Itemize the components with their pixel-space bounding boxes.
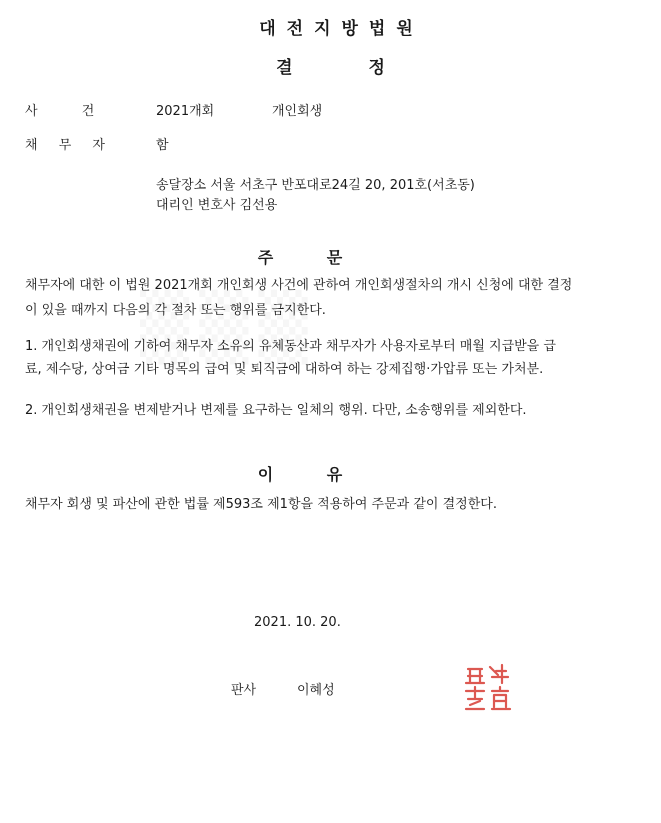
judge-label: 판사 (231, 683, 257, 698)
case-type: 개인회생 (272, 104, 323, 119)
order-item-2 (25, 399, 565, 422)
case-label: 사 건 (25, 104, 95, 119)
debtor-name: 함 (156, 138, 169, 153)
debtor-label: 채 무 자 (25, 138, 105, 153)
order-item-1 (25, 335, 565, 381)
decision-date: 2021. 10. 20. (254, 615, 341, 630)
reason-text: 채무자 회생 및 파산에 관한 법률 제593조 제1항을 적용하여 주문과 같이 결정한다. (25, 497, 497, 512)
court-name: 대전지방법원 (259, 19, 424, 39)
judge-seal-icon (458, 657, 518, 717)
service-address: 송달장소 서울 서초구 반포대로24길 20, 201호(서초동) (156, 178, 475, 193)
order-item-text: 1. 개인회생채권에 기하여 채무자 소유의 유체동산과 채무자가 사용자로부터 매월 지급받을 급료, 제수당, 상여금 기타 명목의 급여 및 퇴직금에 대하여 하는 강제집행·가압류 또는 가처분. (25, 339, 556, 377)
order-item-text: 2. 개인회생채권을 변제받거나 변제를 요구하는 일체의 행위. 다만, 소송행위를 제외한다. (25, 403, 527, 418)
judge-name: 이혜성 (297, 683, 335, 698)
reason-heading: 이 유 (257, 465, 343, 484)
case-number: 2021개회 (156, 104, 215, 119)
document-title: 결 정 (276, 58, 385, 78)
order-intro: 채무자에 대한 이 법원 2021개회 개인회생 사건에 관하여 개인회생절차의 개시 신청에 대한 결정이 있을 때까지 다음의 각 절차 또는 행위를 금지한다. (25, 278, 573, 318)
order-heading: 주 문 (257, 248, 343, 267)
attorney: 대리인 변호사 김선용 (156, 198, 278, 213)
